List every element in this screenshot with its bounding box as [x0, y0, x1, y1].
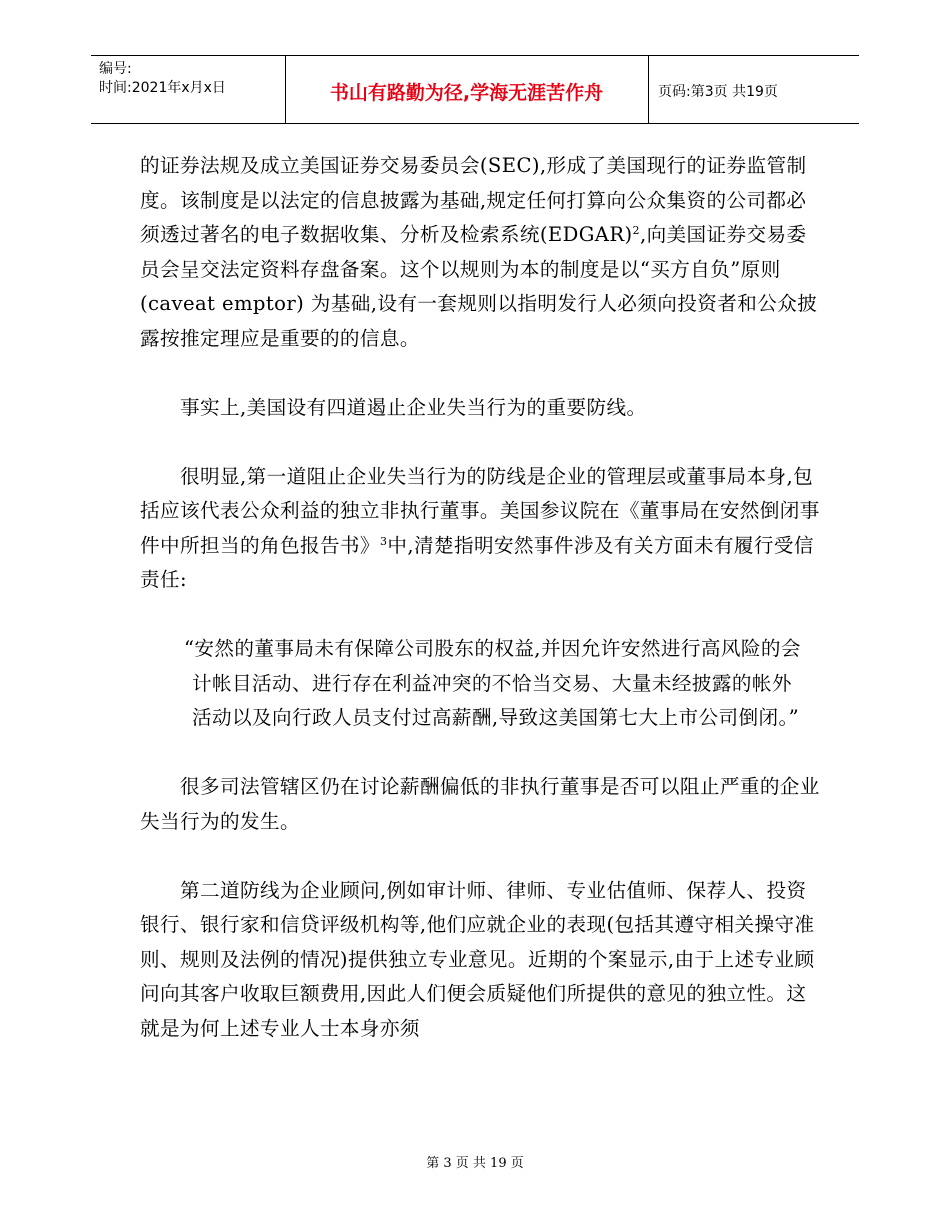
header-time-label: 时间:2021年x月x日 [99, 80, 226, 96]
document-body [140, 149, 820, 1046]
header-motto: 书山有路勤为径,学海无涯苦作舟 [329, 82, 604, 104]
header-divider [648, 56, 649, 123]
footnote-ref: 3 [379, 534, 388, 548]
footnote-ref: 2 [632, 224, 640, 237]
header-page-label: 页码:第3页 共19页 [658, 84, 778, 100]
paragraph-2: 事实上,美国设有四道遏止企业失当行为的重要防线。 [180, 395, 647, 419]
paragraph-4: 很多司法管辖区仍在讨论薪酬偏低的非执行董事是否可以阻止严重的企业失当行为的发生。 [140, 775, 820, 833]
paragraph-1 [140, 149, 820, 356]
paragraph-3 [140, 460, 820, 598]
page-header [91, 55, 859, 124]
paragraph-5: 第二道防线为企业顾问,例如审计师、律师、专业估值师、保荐人、投资银行、银行家和信贷评级机构等,他们应就企业的表现(包括其遵守相关操守准则、规则及法例的情况)提供独立专业意见。近期的个案显示,由于上述专业顾问向其客户收取巨额费用,因此人们便会质疑他们所提供的意见的独立性。这就是为何上述专业人士本身亦须 [140, 878, 815, 1040]
paragraph-1-tail: ,向美国证券交易委员会呈交法定资料存盘备案。这个以规则为本的制度是以“买方自负”原则(caveat emptor) 为基础,设有一套规则以指明发行人必须向投资者和公众披露按推定理应是重要的的信息。 [140, 223, 818, 350]
page-footer: 第 3 页 共 19 页 [426, 1156, 524, 1171]
paragraph-1-text: 的证券法规及成立美国证券交易委员会(SEC),形成了美国现行的证券监管制度。该制度是以法定的信息披露为基础,规定任何打算向公众集资的公司都必须透过著名的电子数据收集、分析及检索系统(EDGAR) [140, 154, 807, 246]
paragraph-3-tail: 中,清楚指明安然事件涉及有关方面未有履行受信责任: [140, 533, 814, 591]
header-code-label: 编号: [99, 61, 132, 77]
paragraph-3-text: 很明显,第一道阻止企业失当行为的防线是企业的管理层或董事局本身,包括应该代表公众利益的独立非执行董事。美国参议院在《董事局在安然倒闭事件中所担当的角色报告书》 [140, 464, 820, 557]
header-meta [99, 60, 226, 98]
block-quote: “安然的董事局未有保障公司股东的权益,并因允许安然进行高风险的会计帐目活动、进行存在利益冲突的不恰当交易、大量未经披露的帐外活动以及向行政人员支付过高薪酬,导致这美国第七大上市公司倒闭。” [184, 637, 801, 729]
